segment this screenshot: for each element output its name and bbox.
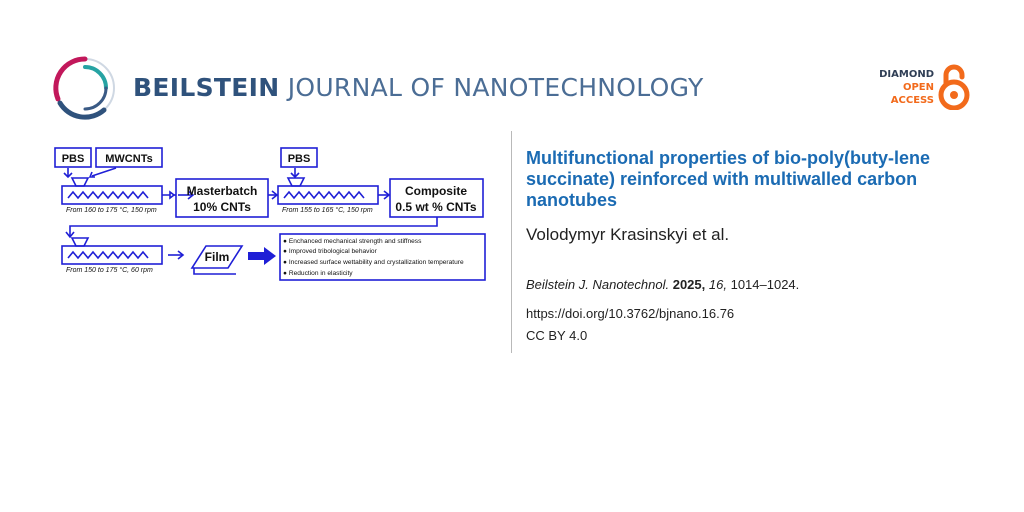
composite-concentration: 0.5 wt % CNTs bbox=[395, 200, 477, 214]
condition-extruder-1: From 160 to 175 °C, 150 rpm bbox=[66, 207, 157, 214]
input-mwcnts: MWCNTs bbox=[105, 153, 153, 165]
masterbatch-label: Masterbatch bbox=[186, 184, 258, 198]
beilstein-logo-icon bbox=[52, 55, 118, 121]
oa-line-2: OPEN bbox=[902, 82, 934, 93]
article-authors: Volodymyr Krasinskyi et al. bbox=[526, 225, 730, 244]
vertical-divider bbox=[511, 131, 512, 353]
article-citation bbox=[526, 277, 799, 292]
graphical-abstract bbox=[52, 146, 488, 286]
film-label: Film bbox=[204, 250, 230, 264]
article-title[interactable]: Multifunctional properties of bio-poly(buty-lene succinate) reinforced with multiwalled carbon nanotubes bbox=[526, 148, 930, 210]
result-item-4: ● Reduction in elasticity bbox=[283, 270, 353, 277]
journal-abbreviation: Beilstein J. Nanotechnol. bbox=[526, 277, 670, 292]
composite-label: Composite bbox=[404, 184, 468, 198]
doi-link[interactable]: https://doi.org/10.3762/bjnano.16.76 bbox=[526, 306, 735, 321]
condition-extruder-3: From 150 to 175 °C, 60 rpm bbox=[66, 267, 153, 274]
input-pbs-2: PBS bbox=[287, 153, 311, 165]
citation-pages: 1014–1024. bbox=[730, 277, 800, 292]
result-item-2: ● Improved tribological behavior bbox=[283, 248, 377, 255]
oa-line-3: ACCESS bbox=[890, 95, 934, 106]
open-access-label bbox=[879, 68, 934, 107]
condition-extruder-2: From 155 to 165 °C, 150 rpm bbox=[282, 207, 373, 214]
masterbatch-concentration: 10% CNTs bbox=[193, 200, 251, 214]
result-item-1: ● Enchanced mechanical strength and stiffness bbox=[283, 238, 422, 245]
license-label: CC BY 4.0 bbox=[526, 328, 588, 343]
journal-name: JOURNAL OF NANOTECHNOLOGY bbox=[287, 73, 704, 102]
result-item-3: ● Increased surface wettability and crystallization temperature bbox=[283, 259, 464, 266]
journal-brand: BEILSTEIN bbox=[133, 73, 280, 102]
citation-year: 2025, bbox=[672, 277, 706, 292]
oa-line-1: DIAMOND bbox=[879, 69, 934, 80]
journal-title bbox=[133, 73, 704, 102]
citation-volume: 16, bbox=[708, 277, 727, 292]
open-access-lock-icon bbox=[938, 64, 970, 110]
input-pbs-1: PBS bbox=[61, 153, 85, 165]
